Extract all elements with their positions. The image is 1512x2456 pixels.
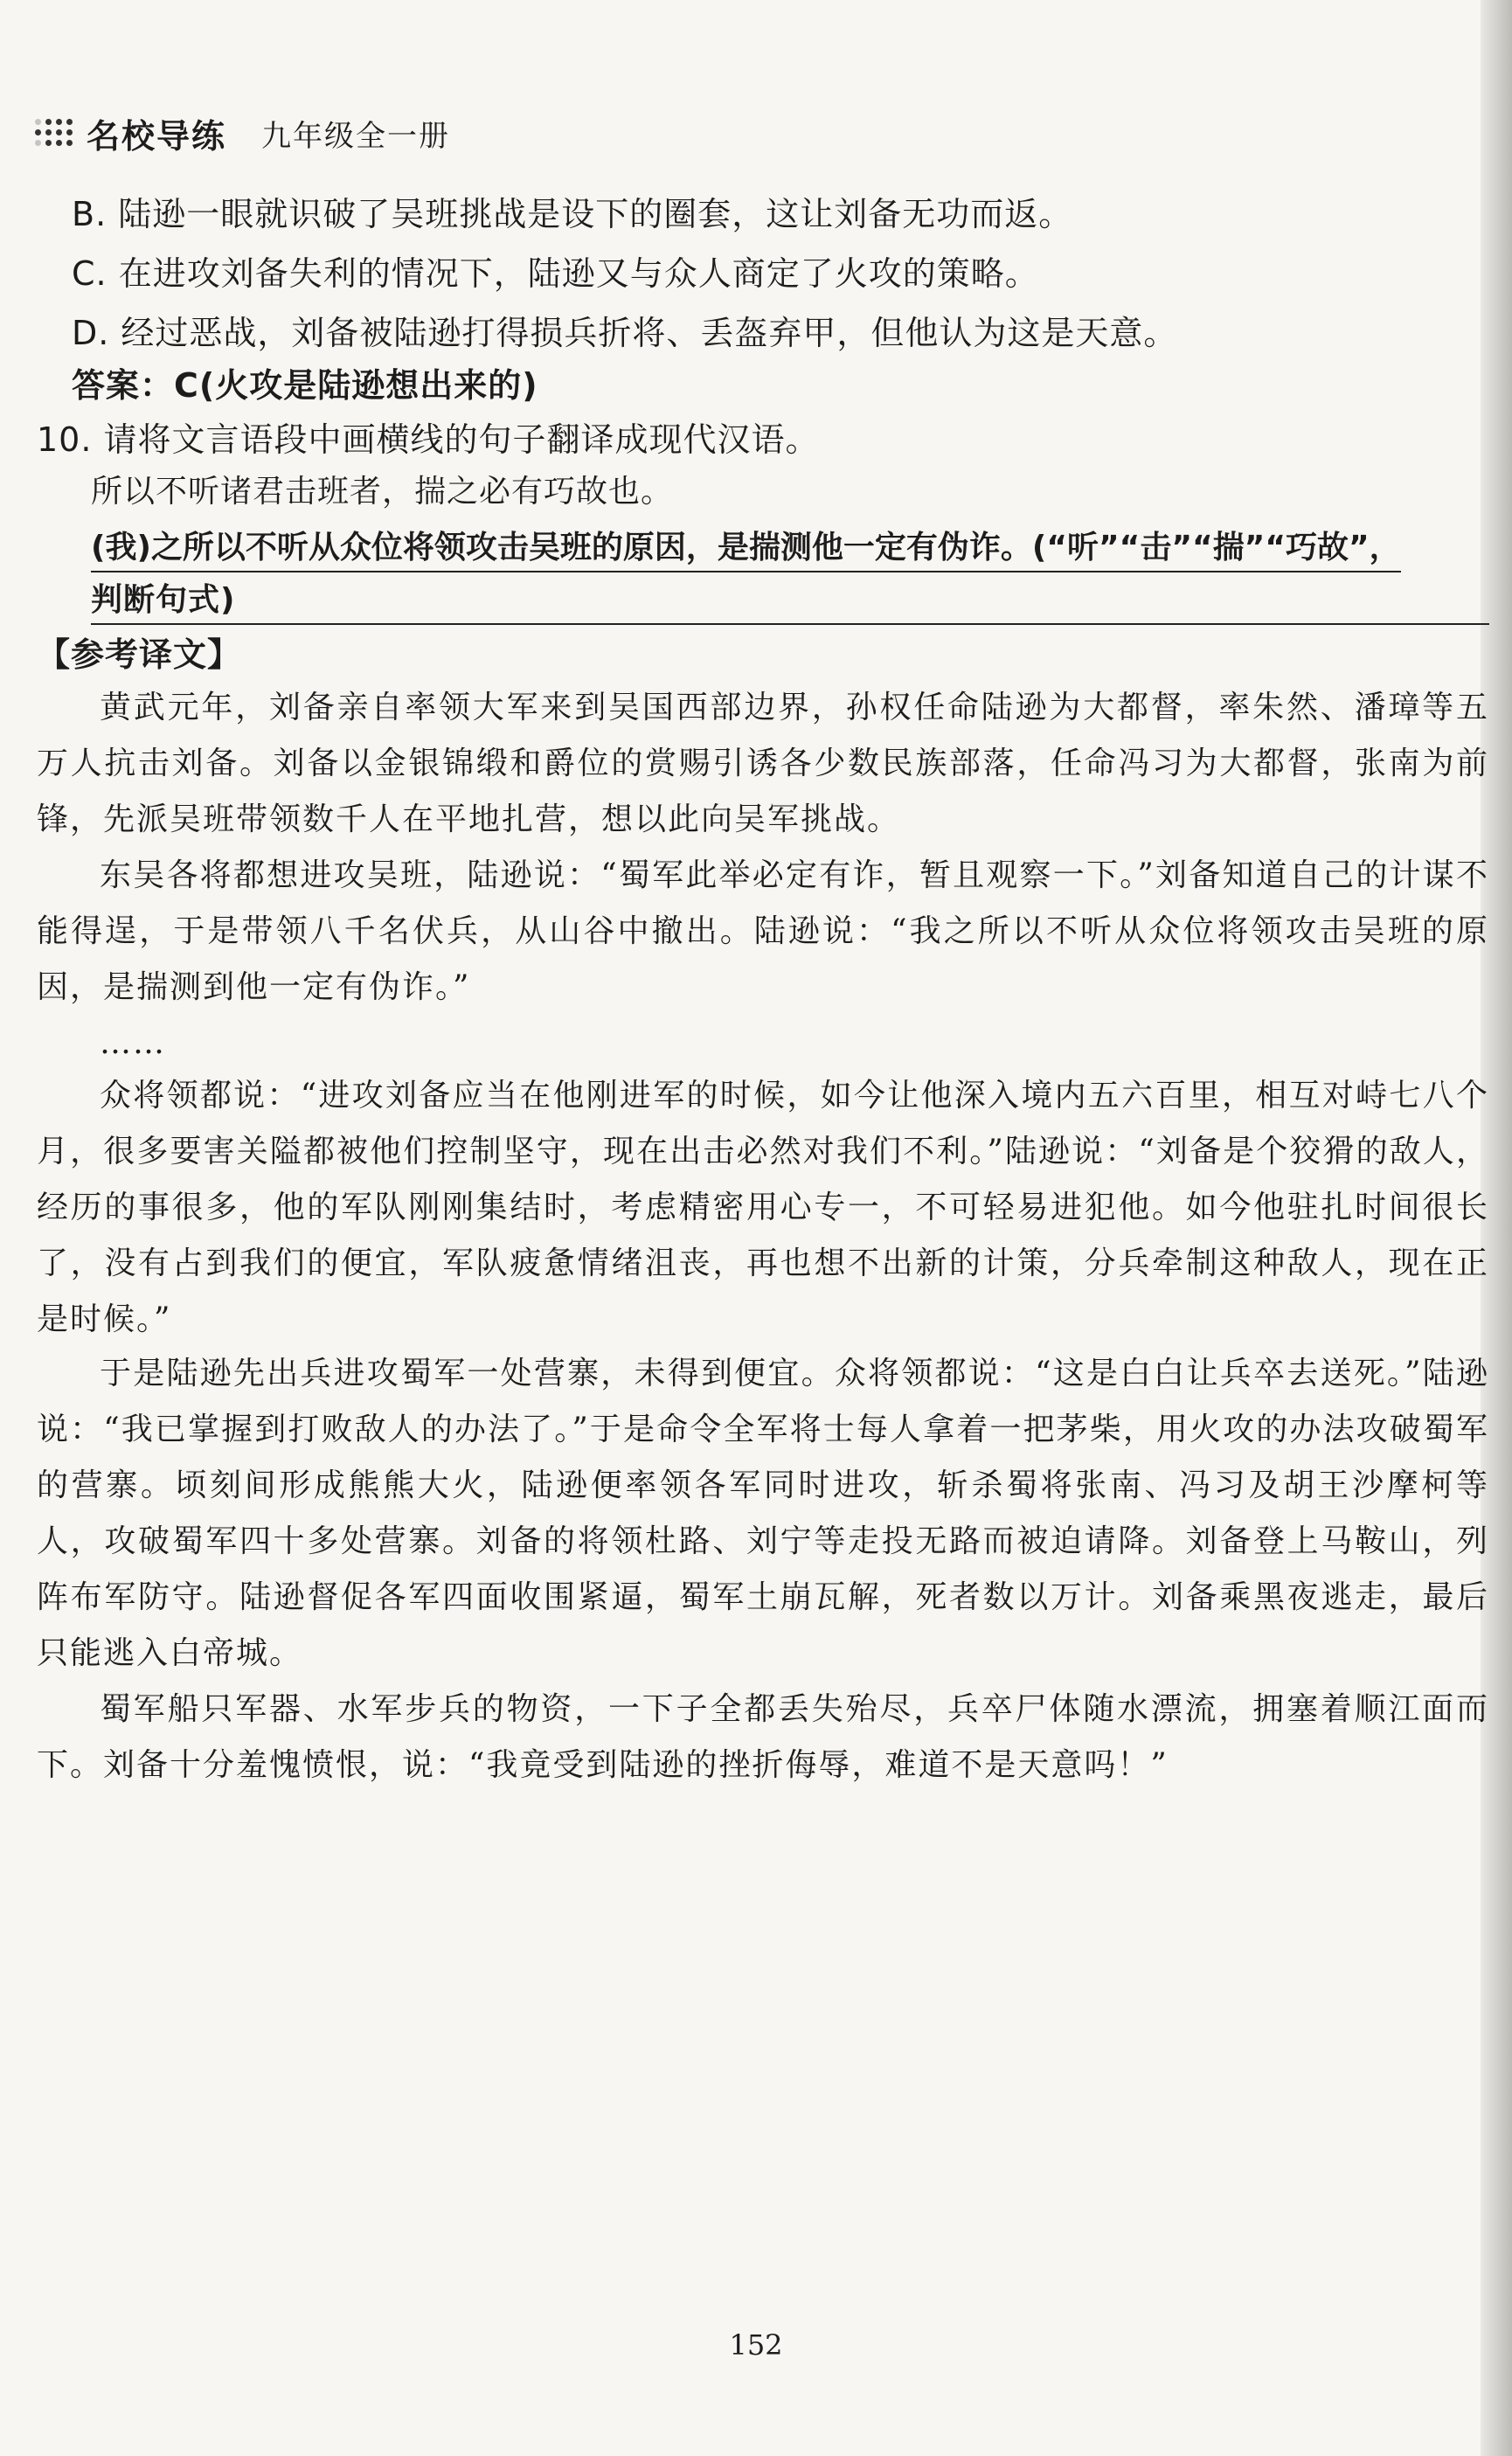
option-c: C. 在进攻刘备失利的情况下，陆逊又与众人商定了火攻的策略。 (72, 254, 1039, 293)
translation-ellipsis: …… (100, 1025, 166, 1061)
dots-icon (35, 119, 74, 148)
translation-paragraph-2: 东吴各将都想进攻吴班，陆逊说：“蜀军此举必定有诈，暂且观察一下。”刘备知道自己的计谋不能得逞，于是带领八千名伏兵，从山谷中撤出。陆逊说：“我之所以不听从众位将领攻击吴班的原因，是揣测到他一定有伪诈。” (37, 857, 1489, 1005)
page-header (35, 107, 450, 159)
translation-paragraph-5: 蜀军船只军器、水军步兵的物资，一下子全都丢失殆尽，兵卒尸体随水漂流，拥塞着顺江面而下。刘备十分羞愧愤恨，说：“我竟受到陆逊的挫折侮辱，难道不是天意吗！” (37, 1691, 1489, 1783)
answer-10-line2: 判断句式) (91, 575, 1489, 625)
option-d: D. 经过恶战，刘备被陆逊打得损兵折将、丢盔弃甲，但他认为这是天意。 (72, 314, 1178, 352)
answer-9: 答案：C(火攻是陆逊想出来的) (72, 366, 538, 405)
translation-paragraph-3: 众将领都说：“进攻刘备应当在他刚进军的时候，如今让他深入境内五六百里，相互对峙七八个月，很多要害关隘都被他们控制坚守，现在出击必然对我们不利。”陆逊说：“刘备是个狡猾的敌人，经历的事很多，他的军队刚刚集结时，考虑精密用心专一，不可轻易进犯他。如今他驻扎时间很长了，没有占到我们的便宜，军队疲惫情绪沮丧，再也想不出新的计策，分兵牵制这种敌人，现在正是时候。” (37, 1078, 1489, 1337)
grade-label: 九年级全一册 (261, 118, 451, 154)
question-10-prompt: 10. 请将文言语段中画横线的句子翻译成现代汉语。 (37, 420, 820, 459)
translation-paragraph-1: 黄武元年，刘备亲自率领大军来到吴国西部边界，孙权任命陆逊为大都督，率朱然、潘璋等五万人抗击刘备。刘备以金银锦缎和爵位的赏赐引诱各少数民族部落，任命冯习为大都督，张南为前锋，先派吴班带领数千人在平地扎营，想以此向吴军挑战。 (37, 690, 1489, 837)
page-number: 152 (729, 2328, 783, 2362)
classical-sentence: 所以不听诸君击班者，揣之必有巧故也。 (91, 474, 674, 510)
brand-title: 名校导练 (87, 116, 227, 156)
option-b: B. 陆逊一眼就识破了吴班挑战是设下的圈套，这让刘备无功而返。 (72, 195, 1073, 233)
reference-heading: 【参考译文】 (37, 635, 242, 674)
answer-10-line1: (我)之所以不听从众位将领攻击吴班的原因，是揣测他一定有伪诈。(“听”“击”“揣”“巧故”， (91, 523, 1401, 572)
translation-paragraph-4: 于是陆逊先出兵进攻蜀军一处营寨，未得到便宜。众将领都说：“这是白白让兵卒去送死。”陆逊说：“我已掌握到打败敌人的办法了。”于是命令全军将士每人拿着一把茅柴，用火攻的办法攻破蜀军的营寨。顷刻间形成熊熊大火，陆逊便率领各军同时进攻，斩杀蜀将张南、冯习及胡王沙摩柯等人，攻破蜀军四十多处营寨。刘备的将领杜路、刘宁等走投无路而被迫请降。刘备登上马鞍山，列阵布军防守。陆逊督促各军四面收围紧逼，蜀军土崩瓦解，死者数以万计。刘备乘黑夜逃走，最后只能逃入白帝城。 (37, 1356, 1489, 1671)
